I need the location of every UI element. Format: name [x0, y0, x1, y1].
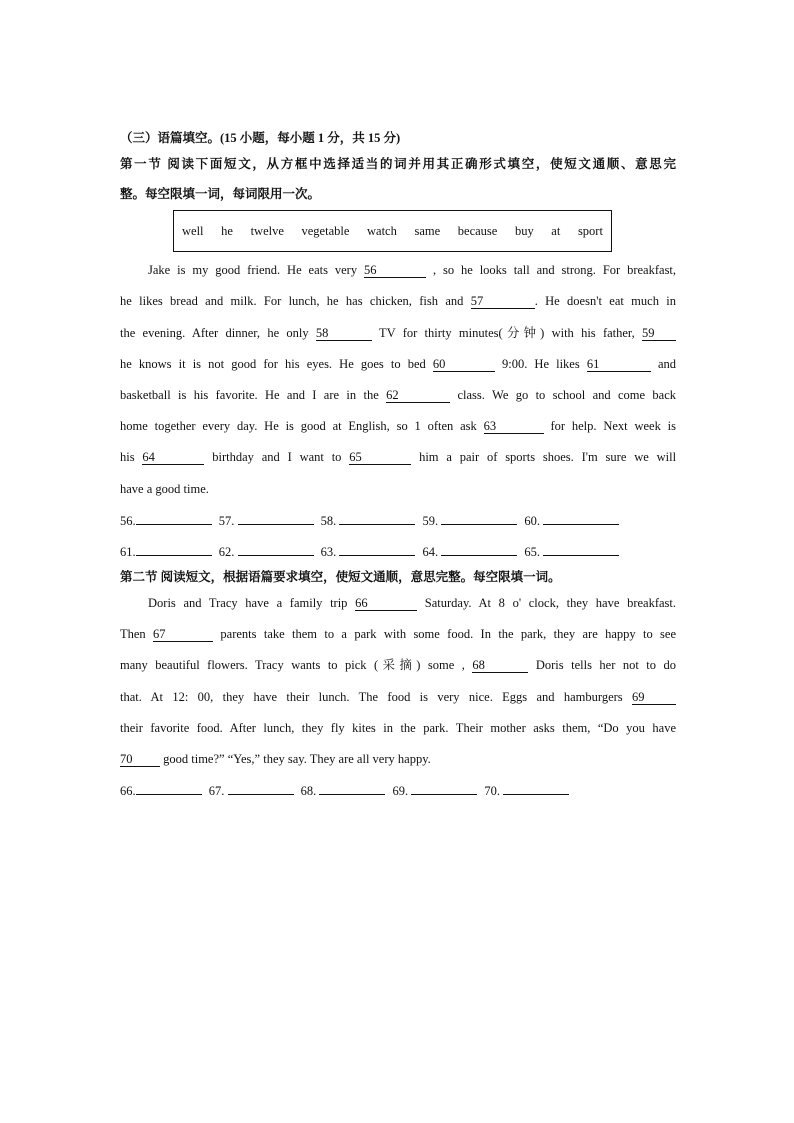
blank-57[interactable]: 57 [471, 294, 535, 309]
answer-blank-58[interactable] [339, 512, 415, 525]
blank-67[interactable]: 67 [153, 627, 213, 642]
answer-blank-68[interactable] [319, 782, 385, 795]
word-bank-box [173, 210, 612, 252]
answer-blank-70[interactable] [503, 782, 569, 795]
passage2-line6: 70 good time?” “Yes,” they say. They are all very happy. [120, 752, 431, 766]
passage1-line7: his 64 birthday and I want to 65 him a pair of sports shoes. I'm sure we will [120, 450, 677, 464]
section1-instruction-line1: 第一节 阅读下面短文，从方框中选择适当的词并用其正确形式填空，使短文通顺、意思完 [120, 157, 676, 171]
answer-blank-56[interactable] [136, 512, 212, 525]
word-bank-item: sport [577, 223, 603, 238]
blank-58[interactable]: 58 [316, 326, 372, 341]
answer-blank-66[interactable] [136, 782, 202, 795]
section-heading: （三）语篇填空。(15 小题，每小题 1 分，共 15 分) [120, 131, 401, 145]
blank-63[interactable]: 63 [484, 419, 544, 434]
word-bank-item: buy [514, 223, 534, 238]
answer-row-56-60: 56. 57. 58. 59. 60. [120, 512, 676, 529]
blank-65[interactable]: 65 [349, 450, 411, 465]
answer-row-66-70: 66. 67. 68. 69. 70. [120, 782, 676, 799]
blank-59[interactable]: 59 [642, 326, 676, 341]
answer-blank-65[interactable] [543, 543, 619, 556]
blank-56[interactable]: 56 [364, 263, 426, 278]
blank-66[interactable]: 66 [355, 596, 417, 611]
passage1-line2: he likes bread and milk. For lunch, he has chicken, fish and 57 . He doesn't eat much in [120, 294, 676, 308]
answer-blank-69[interactable] [411, 782, 477, 795]
answer-blank-63[interactable] [339, 543, 415, 556]
blank-70[interactable]: 70 [120, 752, 160, 767]
answer-blank-62[interactable] [238, 543, 314, 556]
passage1-line1: Jake is my good friend. He eats very 56 , so he looks tall and strong. For breakfast, [148, 263, 677, 277]
passage2-line2: Then 67 parents take them to a park with some food. In the park, they are happy to see [120, 627, 677, 641]
passage1-line4: he knows it is not good for his eyes. He goes to bed 60 9:00. He likes 61 and [120, 357, 676, 371]
blank-62[interactable]: 62 [386, 388, 450, 403]
answer-blank-61[interactable] [136, 543, 212, 556]
passage1-line3: the evening. After dinner, he only 58 TV for thirty minutes(分钟) with his father, 59 [120, 325, 676, 341]
passage2-line1: Doris and Tracy have a family trip 66 Saturday. At 8 o' clock, they have breakfast. [148, 596, 677, 610]
blank-68[interactable]: 68 [472, 658, 528, 673]
answer-blank-57[interactable] [238, 512, 314, 525]
answer-blank-59[interactable] [441, 512, 517, 525]
passage1-line6: home together every day. He is good at English, so 1 often ask 63 for help. Next week is [120, 419, 677, 433]
passage1-line5: basketball is his favorite. He and I are in the 62 class. We go to school and come back [120, 388, 677, 402]
blank-61[interactable]: 61 [587, 357, 651, 372]
answer-blank-67[interactable] [228, 782, 294, 795]
word-bank-item: he [221, 223, 233, 238]
passage2-line3: many beautiful flowers. Tracy wants to pick (采摘) some , 68 Doris tells her not to do [120, 658, 677, 672]
passage2-line4: that. At 12: 00, they have their lunch. The food is very nice. Eggs and hamburgers 69 [120, 689, 676, 705]
blank-64[interactable]: 64 [142, 450, 204, 465]
word-bank-item: watch [367, 223, 397, 238]
word-bank-item: at [551, 223, 561, 238]
answer-blank-60[interactable] [543, 512, 619, 525]
section2-instruction: 第二节 阅读短文，根据语篇要求填空，使短文通顺，意思完整。每空限填一词。 [120, 570, 561, 584]
word-bank-item: because [457, 223, 498, 238]
passage2-line5: their favorite food. After lunch, they fly kites in the park. Their mother asks them, “Do you have [120, 721, 676, 735]
blank-60[interactable]: 60 [433, 357, 495, 372]
answer-row-61-65: 61. 62. 63. 64. 65. [120, 543, 676, 560]
blank-69[interactable]: 69 [632, 690, 676, 705]
word-bank-item: twelve [250, 223, 284, 238]
word-bank-item: well [182, 223, 204, 238]
word-bank-item: vegetable [301, 223, 350, 238]
section1-instruction-line2: 整。每空限填一词，每词限用一次。 [120, 187, 321, 201]
word-bank-item: same [414, 223, 441, 238]
passage1-line8: have a good time. [120, 482, 209, 496]
answer-blank-64[interactable] [441, 543, 517, 556]
